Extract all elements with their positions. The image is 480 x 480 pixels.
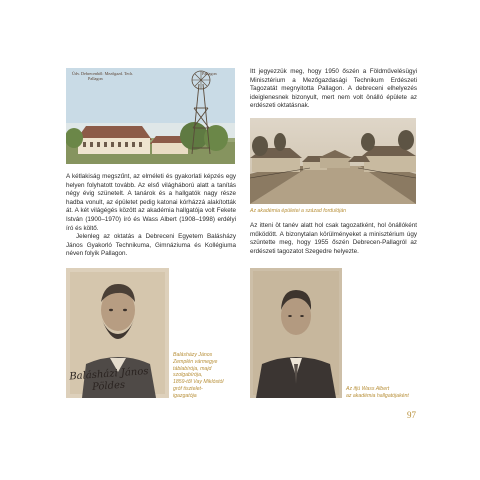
right-paragraph-1: Itt jegyezzük meg, hogy 1950 őszén a Földművelésügyi Minisztérium a Mezőgazdasági Technikum Erdészeti Tagozatát megnyitotta Pallagon. A debreceni elhelyezés ideiglenesnek bizonyult, mert nem volt önálló épülete az erdészeti oktatásnak. [250, 68, 417, 110]
balashazy-caption-line: igazgatója [173, 392, 197, 399]
balashazy-caption-line: Zemplén vármegye [173, 358, 218, 365]
right-text-block-1 [250, 68, 417, 111]
right-text-block-2 [250, 222, 417, 256]
postcard-corner-label: Pallagon [202, 71, 217, 76]
signature-line-1: Balásházi János [69, 366, 149, 383]
left-paragraph-2: Jelenleg az oktatás a Debreceni Egyetem Balásházy János Gyakorló Technikuma, Gimnáziuma és Kollégiuma néven folyik Pallagon. [66, 233, 236, 258]
balashazy-caption-line: szolgabírója, [173, 372, 203, 379]
postcard-caption-2: Pallagon [88, 76, 103, 81]
street-photo-caption: Az akadémia épületei a század fordulóján [250, 208, 347, 214]
balashazy-caption-line: 1859-től Vay Miklóstól [173, 379, 224, 386]
wass-caption-line: az akadémia hallgatójaként [346, 392, 409, 399]
balashazy-caption-line: gróf tisztelet- [173, 385, 203, 392]
signature-line-2: Pöldes [91, 379, 126, 393]
postcard-caption-1: Üdv. Debrecenből: Mezőgazd. Tech. [72, 71, 134, 76]
left-paragraph-1: A kétlakiság megszűnt, az elméleti és gyakorlati képzés egy helyen folyhatott tovább. Az első világháború alatt a tanítás négy évig szünetelt. A tanárok és a hallgatók nagy része hadba vonult, az épületet pedig katonai kórházzá alakították át. A két világégés között az akadémia hallgatója volt Fekete István (1900–1970) író és Wass Albert (1908–1998) erdélyi író és költő. [66, 173, 236, 232]
balashazy-caption [173, 352, 239, 400]
balashazy-caption-line: táblabírója, majd [173, 365, 212, 372]
left-text-block [66, 173, 236, 259]
postcard-photo [66, 68, 235, 164]
right-paragraph-2: Az itteni öt tanév alatt hol csak tagozatként, hol önállóként működött. A bizonytalan körülményeket a minisztérium úgy szüntette meg, hogy 1955 őszén Debrecen-Pallagról az erdészeti tagozatot Szegedre helyezte. [250, 222, 417, 255]
wass-albert-portrait [250, 268, 342, 398]
wass-caption [346, 386, 422, 400]
street-photo [250, 118, 416, 204]
page-number: 97 [407, 410, 416, 420]
balashazy-caption-line: Balásházy János [173, 352, 213, 358]
wass-caption-line: Az ifjú Wass Albert [346, 386, 390, 392]
